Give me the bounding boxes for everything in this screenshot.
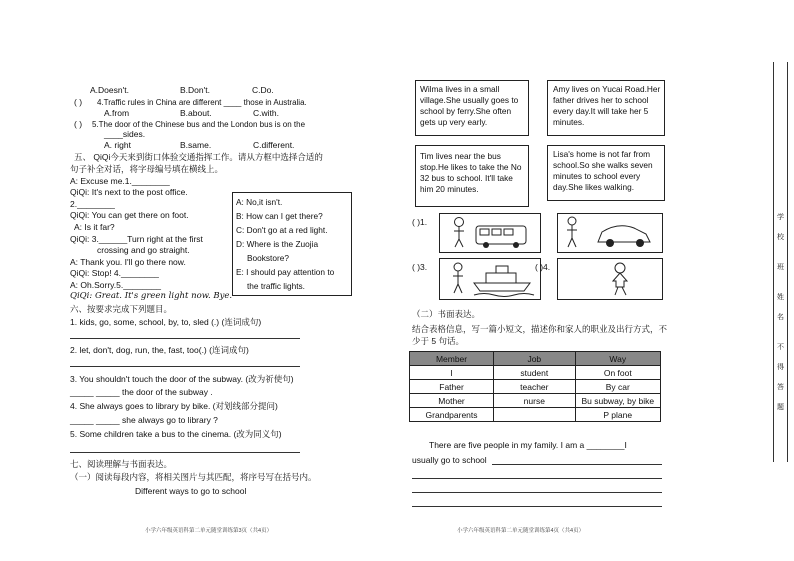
table-cell: On foot	[575, 366, 660, 380]
strip-char: 校	[777, 234, 784, 241]
s6-q1: 1. kids, go, some, school, by, to, sled (.) (连词成句)	[70, 317, 262, 327]
q3-option-a: A.Doesn't.	[90, 85, 129, 95]
table-row	[410, 366, 661, 380]
s6-q3: 3. You shouldn't touch the door of the subway. (改为祈使句)	[70, 374, 294, 384]
passage-2: Amy lives on Yucai Road.Her father drives her to school every day.It will take her 5 minutes.	[553, 84, 661, 127]
writing-line	[412, 478, 662, 479]
answer-line	[70, 452, 300, 453]
dialogue-line-4: QiQi: You can get there on foot.	[70, 210, 189, 220]
strip-char: 名	[777, 314, 784, 321]
passage-1: Wilma lives in a small village.She usually goes to school by ferry.She often gets up very early.	[420, 84, 519, 127]
s6-q4: 4. She always goes to library by bike. (对划线部分提问)	[70, 401, 278, 411]
pic-label-1: ( )1.	[412, 217, 428, 227]
passage-3: Tim lives near the bus stop.He likes to take the No 32 bus to school. It'll take him 20 minutes.	[420, 151, 522, 194]
essay-line-1: There are five people in my family. I am a ________I	[429, 440, 627, 450]
header-way: Way	[575, 352, 660, 366]
reading-heading: Different ways to go to school	[135, 486, 247, 496]
essay-line-2: usually go to school	[412, 455, 487, 465]
table-cell: P plane	[575, 408, 660, 422]
q5-text-2: ____sides.	[104, 129, 146, 139]
dialogue-line-6: QiQi: 3.______Turn right at the first	[70, 234, 203, 244]
table-cell: student	[494, 366, 575, 380]
passage-4: Lisa's home is not far from school.So she walks seven minutes to school every day.She likes walking.	[553, 149, 653, 192]
strip-char: 题	[777, 404, 784, 411]
option-d: D: Where is the Zuojia	[236, 239, 319, 249]
q4-option-a: A.from	[104, 108, 130, 118]
pic-label-3: ( )3.	[412, 262, 428, 272]
section-2-title: （二）书面表达。	[412, 309, 481, 319]
q4-option-c: C.with.	[253, 108, 279, 118]
table-cell: Grandparents	[410, 408, 494, 422]
writing-line	[492, 464, 662, 465]
q5-option-a: A. right	[104, 140, 131, 150]
dialogue-line-3: 2.________	[70, 199, 115, 209]
option-e: E: I should pay attention to	[236, 267, 335, 277]
dialogue-line-7: crossing and go straight.	[97, 245, 190, 255]
dialogue-line-11: QiQi: Great. It's green light now. Bye.	[70, 291, 233, 301]
strip-char: 得	[777, 364, 784, 371]
option-d-2: Bookstore?	[247, 253, 289, 263]
table-cell: Mother	[410, 394, 494, 408]
picture-ferry	[439, 258, 541, 300]
family-table	[409, 351, 661, 422]
writing-line	[412, 492, 662, 493]
q5-option-c: C.different.	[253, 140, 295, 150]
q5-option-b: B.same.	[180, 140, 212, 150]
s6-q2: 2. let, don't, dog, run, the, fast, too(.) (连词成句)	[70, 345, 249, 355]
table-cell: I	[410, 366, 494, 380]
section5-title: 五、 QiQi今天来到街口体验交通指挥工作。请从方框中选择合适的	[74, 152, 323, 162]
s6-q4-answer: _____ _____ she always go to library ?	[70, 415, 218, 425]
table-row	[410, 408, 661, 422]
header-member: Member	[410, 352, 494, 366]
walking-girl-illustration	[558, 259, 662, 299]
table-cell: By car	[575, 380, 660, 394]
q3-option-b: B.Don't.	[180, 85, 210, 95]
table-cell: nurse	[494, 394, 575, 408]
section-2-instruction-2: 少于 5 句话。	[412, 336, 464, 346]
table-cell: Bu subway, by bike	[575, 394, 660, 408]
picture-car	[557, 213, 663, 253]
table-cell: Father	[410, 380, 494, 394]
dialogue-line-1: A: Excuse me.1.________	[70, 176, 170, 186]
section7-sub: （一）阅读每段内容，将相关图片与其匹配，将序号写在括号内。	[70, 472, 317, 482]
section-2-instruction: 结合表格信息，写一篇小短文，描述你和家人的职业及出行方式，不	[412, 324, 668, 334]
ferry-illustration	[440, 259, 540, 299]
dialogue-line-5: A: Is it far?	[74, 222, 115, 232]
q5-text: 5.The door of the Chinese bus and the London bus is on the	[92, 120, 306, 129]
option-b: B: How can I get there?	[236, 211, 323, 221]
q5-paren: ( )	[74, 119, 83, 129]
option-a: A: No,it isn't.	[236, 197, 283, 207]
dialogue-line-10: A: Oh.Sorry.5.________	[70, 280, 162, 290]
table-cell	[494, 408, 575, 422]
q3-option-c: C.Do.	[252, 85, 274, 95]
binding-strip	[773, 62, 788, 462]
strip-char: 学	[777, 214, 784, 221]
option-c: C: Don't go at a red light.	[236, 225, 328, 235]
strip-char: 不	[777, 344, 784, 351]
right-footer: 小学六年级英语科第二单元随堂训练第4页（共4页）	[457, 528, 585, 534]
left-footer: 小学六年级英语科第二单元随堂训练第3页（共4页）	[145, 528, 273, 534]
table-header-row	[410, 352, 661, 366]
pic-label-4: ( )4.	[535, 262, 551, 272]
section7-title: 七、阅读理解与书面表达。	[70, 459, 173, 469]
option-e-2: the traffic lights.	[247, 281, 305, 291]
section6-title: 六、按要求完成下列题目。	[70, 304, 173, 314]
header-job: Job	[494, 352, 575, 366]
picture-bus	[439, 213, 541, 253]
s6-q5: 5. Some children take a bus to the cinema. (改为同义句)	[70, 429, 282, 439]
table-cell: teacher	[494, 380, 575, 394]
picture-walk	[557, 258, 663, 300]
writing-line	[412, 506, 662, 507]
strip-char: 班	[777, 264, 784, 271]
bus-illustration	[440, 214, 540, 252]
q4-paren: ( )	[74, 97, 83, 107]
dialogue-line-2: QiQi: It's next to the post office.	[70, 187, 188, 197]
dialogue-line-8: A: Thank you. I'll go there now.	[70, 257, 186, 267]
car-illustration	[558, 214, 662, 252]
strip-char: 姓	[777, 294, 784, 301]
answer-line	[70, 366, 300, 367]
q4-text: 4.Traffic rules in China are different ____ those in Australia.	[97, 98, 307, 107]
s6-q3-answer: _____ _____ the door of the subway .	[70, 387, 213, 397]
answer-line	[70, 338, 300, 339]
table-row	[410, 394, 661, 408]
q4-option-b: B.about.	[180, 108, 212, 118]
strip-char: 答	[777, 384, 784, 391]
section5-title-2: 句子补全对话，将字母编号填在横线上。	[70, 164, 224, 174]
table-row	[410, 380, 661, 394]
dialogue-line-9: QiQi: Stop! 4.________	[70, 268, 159, 278]
right-page	[397, 0, 794, 561]
